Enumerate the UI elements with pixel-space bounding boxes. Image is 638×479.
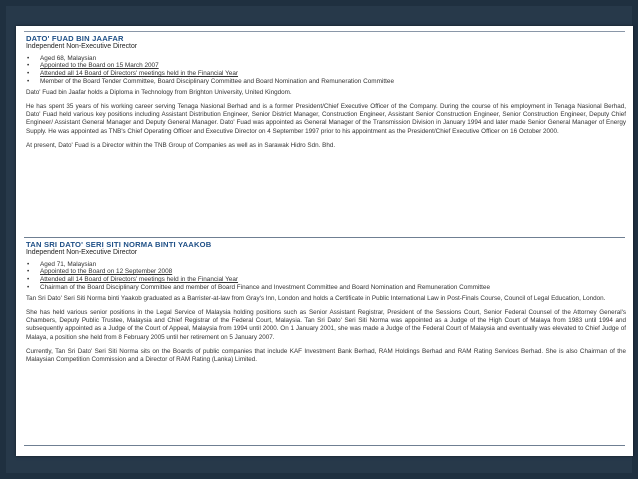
bio-paragraph-education: Dato' Fuad bin Jaafar holds a Diploma in Technology from Brighton University, United Kingdom. bbox=[26, 89, 292, 97]
director-profile-siti-norma bbox=[26, 240, 626, 364]
fact-age: • Aged 68, Malaysian bbox=[26, 55, 626, 63]
fact-age: • Aged 71, Malaysian bbox=[26, 261, 626, 269]
director-role: Independent Non-Executive Director bbox=[26, 43, 138, 50]
bio-paragraph-present: At present, Dato' Fuad is a Director within the TNB Group of Companies as well as in Sarawak Hidro Sdn. Bhd. bbox=[26, 141, 336, 149]
fact-committees: • Member of the Board Tender Committee, Board Disciplinary Committee and Board Nomination and Remuneration Committee bbox=[26, 78, 626, 86]
director-profile-fuad bbox=[26, 34, 626, 150]
director-role: Independent Non-Executive Director bbox=[26, 249, 138, 256]
bio-paragraph-present: Currently, Tan Sri Dato' Seri Siti Norma sits on the Boards of public companies that include KAF Investment Bank Berhad, RAM Holdings Berhad and RAM Rating Services Berhad. She is also Chairman of the Malaysian Competition Commission and a Director of RAM Rating (Lanka) Limited. bbox=[26, 347, 626, 363]
director-name: TAN SRI DATO' SERI SITI NORMA BINTI YAAKOB bbox=[26, 240, 212, 249]
fact-appointment: • Appointed to the Board on 12 September 2008 bbox=[26, 268, 626, 276]
top-divider bbox=[24, 31, 625, 32]
bio-paragraph-career: He has spent 35 years of his working career serving Tenaga Nasional Berhad and is a former President/Chief Executive Officer of the Company. During the course of his employment in Tenaga Nasional Berhad, Dato' Fuad held various key positions including Assistant Distribution Engineer, Senior District Manager, Construction Engineer, Assistant Senior Construction Engineer, Senior Construction Engineer, Deputy Chief Engineer/ Assistant General Manager and Deputy General Manager. Dato' Fuad was appointed as General Manager of the Transmission Division in January 1994 and later made Senior General Manager of Energy Supply. He was appointed as TNB's Chief Operating Officer and Executive Director on 4 September 1997 prior to his appointment as the President/Chief Executive Officer on 16 October 2000. bbox=[26, 103, 626, 135]
director-facts-list bbox=[26, 55, 626, 87]
fact-appointment: • Appointed to the Board on 15 March 2007 bbox=[26, 62, 626, 70]
director-facts-list bbox=[26, 261, 626, 293]
document-page bbox=[16, 26, 633, 456]
bio-paragraph-career: She has held various senior positions in the Legal Service of Malaysia holding positions such as Senior Assistant Registrar, President of the Sessions Court, Senior Federal Counsel of the Attorney General's Chambers, Deputy Public Trustee, Malaysia and Chief Registrar of the Federal Court, Malaysia. Tan Sri Dato' Seri Siti Norma was appointed as a Judge of the High Court of Malaya from 1983 until 1994 and subsequently appointed as a Judge of the Court of Appeal, Malaysia from 1994 until 2000. On 1 January 2001, she was made a Judge of the Federal Court of Malaysia and eventually was elevated to Chief Judge of Malaya, a position she held from 8 February 2005 until her retirement on 5 January 2007. bbox=[26, 309, 626, 341]
fact-attendance: • Attended all 14 Board of Directors' meetings held in the Financial Year bbox=[26, 276, 626, 284]
bio-paragraph-education: Tan Sri Dato' Seri Siti Norma binti Yaakob graduated as a Barrister-at-law from Gray's Inn, London and holds a Certificate in Public International Law in Post-Finals Course, Council of Legal Education, London. bbox=[26, 295, 606, 303]
fact-attendance: • Attended all 14 Board of Directors' meetings held in the Financial Year bbox=[26, 70, 626, 78]
fact-committees: • Chairman of the Board Disciplinary Committee and member of Board Finance and Investment Committee and Board Nomination and Remuneration Committee bbox=[26, 284, 626, 292]
director-name: DATO' FUAD BIN JAAFAR bbox=[26, 34, 124, 43]
section-divider bbox=[24, 237, 625, 238]
bottom-divider bbox=[24, 445, 625, 446]
slide-frame bbox=[6, 6, 632, 473]
